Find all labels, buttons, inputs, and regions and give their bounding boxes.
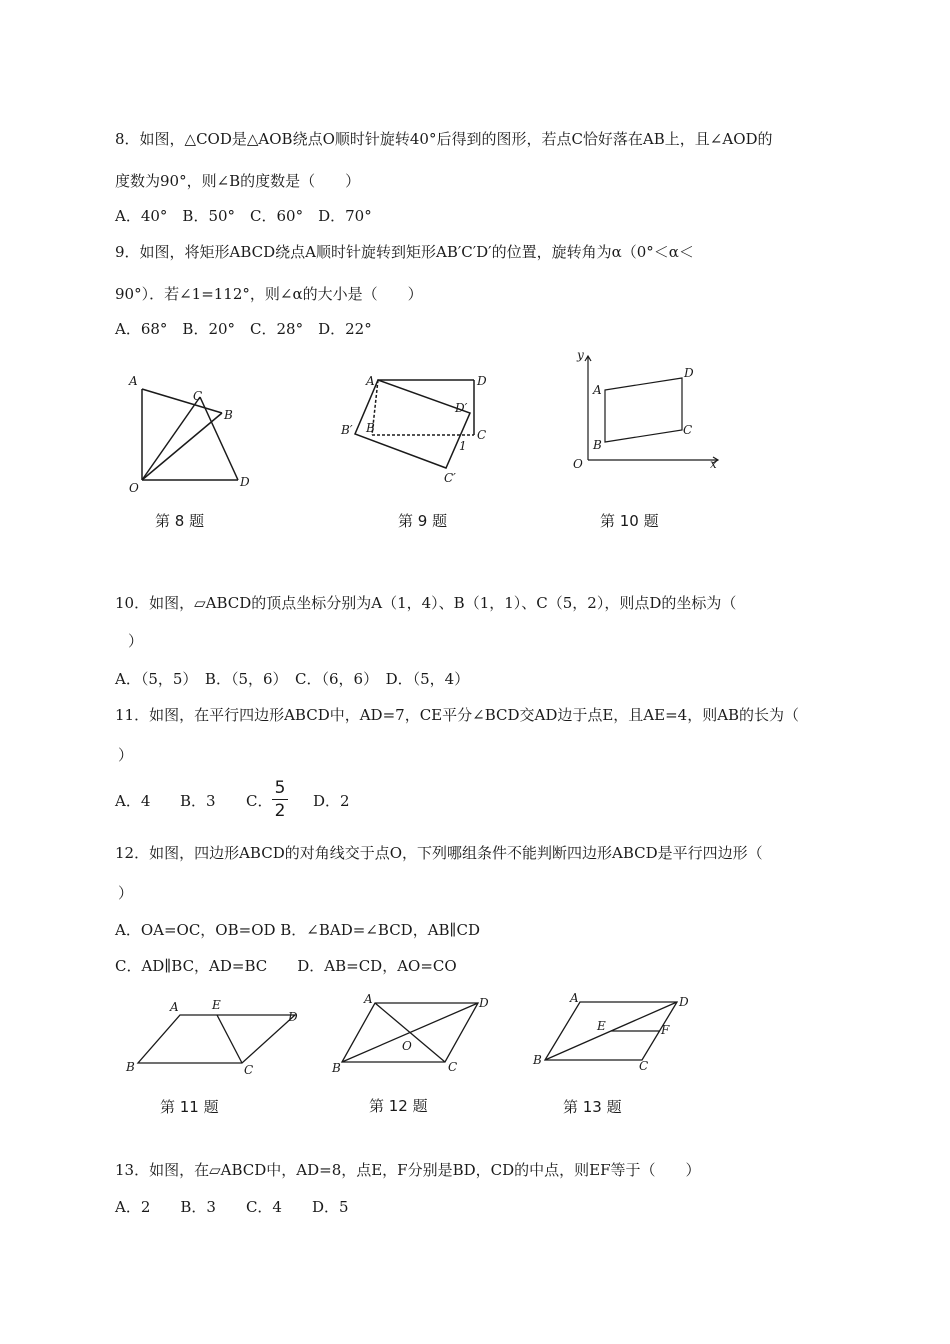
fig9-label-Bprime: B′ <box>341 423 353 437</box>
fig13-label-B: B <box>533 1053 542 1067</box>
fig9-label-C: C <box>477 428 487 442</box>
q11-text-line1: 11．如图，在平行四边形ABCD中，AD=7，CE平分∠BCD交AD边于点E，且AE=4，则AB的长为（ <box>115 706 800 724</box>
fig13-label-C: C <box>639 1059 649 1073</box>
fig13-label-E: E <box>597 1019 606 1033</box>
q11-text-line2: ） <box>118 746 134 764</box>
fig11-label-B: B <box>126 1060 135 1074</box>
figure-11 <box>120 995 310 1080</box>
fig10-label-O: O <box>573 457 583 471</box>
fig12-label-A: A <box>364 992 373 1006</box>
fig8-label-A: A <box>129 374 138 388</box>
fig10-label-y: y <box>577 348 584 362</box>
fig9-caption: 第 9 题 <box>398 512 448 530</box>
fig9-label-B: B <box>366 421 375 435</box>
fig8-label-O: O <box>129 481 139 495</box>
fig13-label-F: F <box>661 1023 670 1037</box>
fig12-label-B: B <box>332 1061 341 1075</box>
fig11-label-E: E <box>212 998 221 1012</box>
figure-9 <box>338 370 508 485</box>
fig9-label-Dprime: D′ <box>455 401 468 415</box>
fig9-label-1: 1 <box>459 439 467 453</box>
q13-options: A．2 B．3 C．4 D．5 <box>115 1198 349 1216</box>
fraction-numerator: 5 <box>274 778 286 798</box>
fig10-label-B: B <box>593 438 602 452</box>
q10-text-line1: 10．如图，▱ABCD的顶点坐标分别为A（1，4）、B（1，1）、C（5，2），则点D的坐标为（ <box>115 594 737 612</box>
fig8-caption: 第 8 题 <box>155 512 205 530</box>
fig10-label-D: D <box>684 366 694 380</box>
fraction-denominator: 2 <box>274 801 286 821</box>
fig10-label-x: x <box>710 457 717 471</box>
fig13-label-A: A <box>570 991 579 1005</box>
q11-option-d: D．2 <box>313 792 350 810</box>
q11-option-b: B．3 <box>180 792 216 810</box>
fig8-label-C: C <box>193 389 203 403</box>
fig8-label-B: B <box>224 408 233 422</box>
q9-text-line1: 9．如图，将矩形ABCD绕点A顺时针旋转到矩形AB′C′D′的位置，旋转角为α（0°＜α＜ <box>115 243 694 261</box>
q12-text-line2: ） <box>118 884 134 902</box>
fig11-label-C: C <box>244 1063 254 1077</box>
fig12-label-D: D <box>479 996 489 1010</box>
q9-text-line2: 90°）．若∠1=112°，则∠α的大小是（ ） <box>115 285 423 303</box>
q12-text-line1: 12．如图，四边形ABCD的对角线交于点O，下列哪组条件不能判断四边形ABCD是平行四边形（ <box>115 844 763 862</box>
q10-options: A．（5，5） B．（5，6） C．（6，6） D．（5，4） <box>115 670 470 688</box>
figure-10 <box>570 350 725 475</box>
q8-options: A．40° B．50° C．60° D．70° <box>115 207 372 225</box>
figure-12 <box>330 990 500 1080</box>
fig9-label-D: D <box>477 374 487 388</box>
q11-option-c: C． <box>246 792 273 810</box>
fig11-label-D: D <box>288 1010 298 1024</box>
fig10-label-C: C <box>683 423 693 437</box>
q8-text-line2: 度数为90°，则∠B的度数是（ ） <box>115 172 361 190</box>
fig10-caption: 第 10 题 <box>600 512 659 530</box>
figure-13 <box>530 990 705 1075</box>
q8-text-line1: 8．如图，△COD是△AOB绕点O顺时针旋转40°后得到的图形，若点C恰好落在AB上，且∠AOD的 <box>115 130 773 148</box>
fig10-label-A: A <box>593 383 602 397</box>
fig13-label-D: D <box>679 995 689 1009</box>
fig8-label-D: D <box>240 475 250 489</box>
fig12-caption: 第 12 题 <box>369 1097 428 1115</box>
fig9-label-Cprime: C′ <box>444 471 456 485</box>
q12-options-row2: C．AD∥BC，AD=BC D．AB=CD，AO=CO <box>115 957 457 975</box>
fig11-caption: 第 11 题 <box>160 1098 219 1116</box>
fraction-bar <box>272 799 288 800</box>
fig12-label-O: O <box>402 1039 412 1053</box>
q12-options-row1: A．OA=OC，OB=OD B．∠BAD=∠BCD，AB∥CD <box>115 921 480 939</box>
fig13-caption: 第 13 题 <box>563 1098 622 1116</box>
q11-fraction <box>272 778 288 821</box>
q10-text-line2: ） <box>128 632 144 650</box>
q9-options: A．68° B．20° C．28° D．22° <box>115 320 372 338</box>
fig12-label-C: C <box>448 1060 458 1074</box>
fig11-label-A: A <box>170 1000 179 1014</box>
figure-8 <box>120 365 260 495</box>
fig9-label-A: A <box>366 374 375 388</box>
q11-option-a: A．4 <box>115 792 151 810</box>
q13-text-line1: 13．如图，在▱ABCD中，AD=8，点E，F分别是BD，CD的中点，则EF等于（ ） <box>115 1161 701 1179</box>
